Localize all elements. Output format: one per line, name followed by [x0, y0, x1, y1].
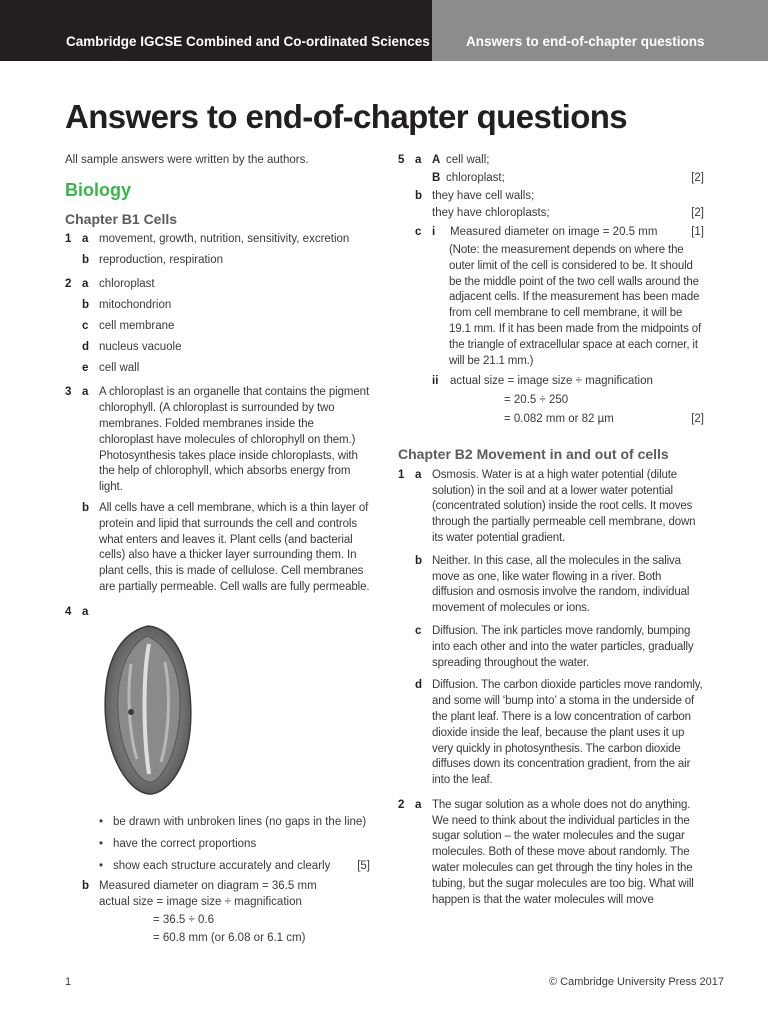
question-number: 2 [398, 798, 405, 811]
answer-text: nucleus vacuole [99, 340, 182, 353]
answer-text: cell wall; [446, 154, 490, 166]
mark-allocation: [5] [357, 859, 370, 872]
bullet-icon: • [99, 859, 104, 872]
part-letter: e [82, 361, 89, 374]
calc-text: = 0.082 mm or 82 µm [504, 412, 614, 425]
subpart-letter: B [432, 171, 441, 184]
criteria-bullet [99, 859, 370, 875]
b2-question-1d [415, 678, 704, 789]
question-number: 4 [65, 605, 72, 618]
part-letter: b [82, 253, 90, 266]
question-5a [398, 153, 704, 169]
calc-line [504, 412, 704, 428]
part-letter: a [82, 278, 89, 291]
bullet-text: show each structure accurately and clearly [113, 859, 331, 872]
answer-text: Measured diameter on diagram = 36.5 mm [99, 879, 317, 892]
copyright: © Cambridge University Press 2017 [549, 976, 725, 988]
header-section-title: Answers to end-of-chapter questions [432, 0, 768, 61]
bullet-text: be drawn with unbroken lines (no gaps in the line) [113, 816, 367, 829]
measurement-note: (Note: the measurement depends on where the outer limit of the cell is considered to be. It should be the middle point of the two cell walls around the adjacent cells. If the measurement has been made from cell membrane to cell membrane, it will be 19.1 mm. If it has been made from the midpoints of the triangle of extracellular space at each corner, it will be 21.1 mm.) [449, 243, 702, 367]
b2-question-1b [415, 554, 704, 617]
question-number: 2 [65, 278, 72, 291]
answer-text: The sugar solution as a whole does not do anything. We need to think about the individual particles in the sugar solution – the water molecules and the sugar molecules. Both of these move about randomly. The water molecules can get through the tiny holes in the tubing, but the sugar molecules are too big. What will happen is that the water molecules will move [432, 798, 694, 906]
calc-text: = 20.5 ÷ 250 [504, 394, 569, 407]
left-column [65, 153, 370, 949]
part-letter: b [415, 554, 423, 567]
answer-text: All cells have a cell membrane, which is a thin layer of protein and lipid that surrounds the cell and controls what enters and leaves it. Plant cells (and bacterial cells) also have a thicker layer surrounding them. In plant cells, this is made of cellulose. Cell membranes are partially permeable. Cell walls are fully permeable. [99, 501, 370, 593]
bullet-text: have the correct proportions [113, 838, 257, 851]
question-5c-ii [432, 374, 704, 390]
mark-allocation: [2] [691, 171, 704, 184]
question-5b-cont [432, 206, 704, 222]
question-3a [65, 385, 370, 496]
answer-text: movement, growth, nutrition, sensitivity, excretion [99, 232, 350, 245]
part-letter: a [415, 154, 422, 166]
bullet-icon: • [99, 816, 104, 829]
question-3b [82, 501, 370, 596]
answer-text: they have cell walls; [432, 189, 535, 202]
answer-text: actual size = image size ÷ magnification [450, 375, 653, 388]
answer-text: cell membrane [99, 319, 175, 332]
answer-text: Diffusion. The carbon dioxide particles move randomly, and some will ‘bump into’ a stoma in the underside of the plant leaf. There is a low concentration of carbon dioxide inside the leaf, because the plant uses it up very quickly in photosynthesis. The carbon dioxide diffuses down its concentration gradient, from the air into the leaf. [432, 679, 703, 787]
question-number: 1 [65, 232, 72, 245]
question-2d [82, 340, 370, 356]
answer-text: chloroplast [99, 278, 155, 291]
question-number: 5 [398, 154, 405, 166]
subpart-numeral: i [432, 226, 436, 239]
plant-cell-micrograph [101, 624, 195, 796]
answer-text: mitochondrion [99, 299, 172, 312]
part-letter: a [82, 386, 89, 399]
mark-allocation: [2] [691, 207, 704, 220]
right-column [398, 153, 704, 915]
part-letter: a [82, 605, 89, 618]
answer-text: Neither. In this case, all the molecules in the saliva move as one, like water flowing in a river. Both diffusion and osmosis involve the random, individual movement of molecules or ions. [432, 554, 690, 615]
question-5b [415, 189, 704, 205]
part-letter: d [82, 340, 90, 353]
answer-text: A chloroplast is an organelle that contains the pigment chlorophyll. (A chloroplast is surrounded by two membranes. Folded membranes inside the chloroplast have molecules of chlorophyll on them.) Photosynthesis takes place inside chloroplasts, with the help of chlorophyll, which absorbs energy from light. [99, 386, 370, 494]
calc-line: = 36.5 ÷ 0.6 [153, 914, 214, 927]
question-4a [65, 605, 370, 621]
page-number: 1 [65, 976, 72, 988]
b2-question-1c [415, 624, 704, 671]
question-2a [65, 277, 370, 293]
part-letter: b [415, 189, 423, 202]
calc-line [504, 393, 704, 409]
answer-text: Osmosis. Water is at a high water potential (dilute solution) in the soil and at a lower water potential (concentrated solution) inside the root cells. It moves through the partially permeable cell membrane, down its water potential gradient. [432, 468, 696, 544]
part-letter: a [415, 468, 422, 481]
criteria-bullet [99, 837, 370, 853]
mark-allocation: [2] [691, 412, 704, 425]
part-letter: b [82, 299, 90, 312]
question-number: 1 [398, 468, 405, 481]
question-2e [82, 361, 370, 377]
page-title: Answers to end-of-chapter questions [65, 98, 628, 135]
part-letter: c [415, 226, 422, 239]
criteria-bullet [99, 815, 370, 831]
part-letter: c [415, 624, 422, 637]
answer-text: chloroplast; [446, 171, 505, 184]
chapter-heading-b2: Chapter B2 Movement in and out of cells [398, 445, 669, 462]
part-letter: a [82, 232, 89, 245]
part-letter: a [415, 798, 422, 811]
bullet-icon: • [99, 838, 104, 851]
question-2b [82, 298, 370, 314]
calc-line: = 60.8 mm (or 6.08 or 6.1 cm) [153, 932, 306, 945]
answer-text: reproduction, respiration [99, 253, 224, 266]
subpart-numeral: ii [432, 375, 439, 388]
part-letter: d [415, 679, 423, 692]
chapter-heading-b1: Chapter B1 Cells [65, 210, 178, 227]
question-1b [82, 253, 370, 269]
question-5a-B [432, 171, 704, 187]
b2-question-2a [398, 798, 704, 910]
b2-question-1a [398, 468, 704, 547]
question-2c [82, 319, 370, 335]
section-heading: Biology [65, 179, 131, 200]
calc-line: actual size = image size ÷ magnification [99, 895, 302, 908]
mark-allocation: [1] [691, 226, 704, 239]
question-1a [65, 232, 370, 248]
subpart-letter: A [432, 154, 441, 166]
intro-text: All sample answers were written by the authors. [65, 154, 309, 166]
question-5c-i [415, 225, 704, 241]
header-book-title: Cambridge IGCSE Combined and Co-ordinated Sciences [0, 0, 432, 61]
answer-text: Diffusion. The ink particles move randomly, bumping into each other and into the water particles, gradually spreading throughout the water. [432, 624, 694, 669]
question-4b [82, 879, 370, 895]
part-letter: b [82, 879, 90, 892]
page-header [0, 0, 768, 61]
answer-text: Measured diameter on image = 20.5 mm [450, 226, 658, 239]
answer-text: cell wall [99, 361, 140, 374]
answer-text: they have chloroplasts; [432, 207, 550, 220]
part-letter: b [82, 501, 90, 514]
question-number: 3 [65, 386, 72, 399]
part-letter: c [82, 319, 89, 332]
